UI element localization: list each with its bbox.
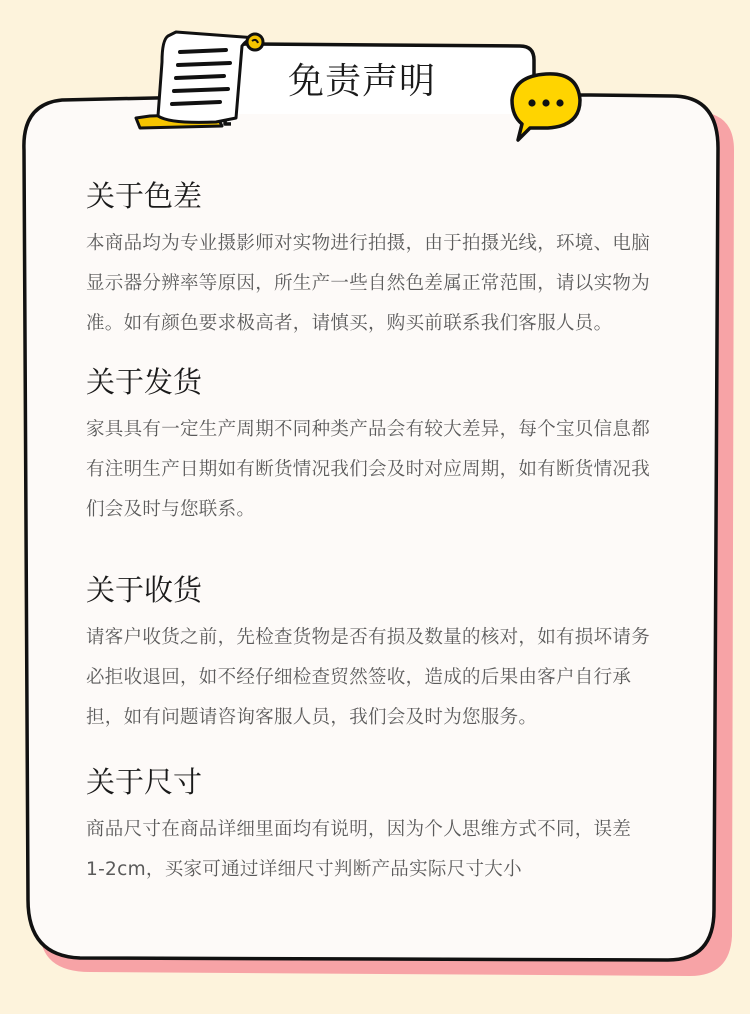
section-body-size: 商品尺寸在商品详细里面均有说明，因为个人思维方式不同，误差 1-2cm，买家可通过详细尺寸判断产品实际尺寸大小 bbox=[86, 819, 632, 880]
section-title-receiving: 关于收货 bbox=[86, 573, 203, 607]
section-shipping bbox=[86, 362, 696, 530]
section-title-color-difference: 关于色差 bbox=[86, 179, 203, 213]
section-body-receiving: 请客户收货之前，先检查货物是否有损及数量的核对，如有损坏请务 必拒收退回，如不经仔细检查贸然签收，造成的后果由客户自行承 担，如有问题请咨询客服人员，我们会及时为您服务。 bbox=[86, 627, 651, 728]
section-title-shipping: 关于发货 bbox=[86, 365, 203, 399]
section-body-shipping: 家具具有一定生产周期不同种类产品会有较大差异，每个宝贝信息都 有注明生产日期如有断货情况我们会及时对应周期，如有断货情况我 们会及时与您联系。 bbox=[86, 419, 651, 520]
page-title: 免责声明 bbox=[287, 61, 436, 102]
section-size bbox=[86, 762, 696, 890]
section-color-difference bbox=[86, 176, 696, 344]
disclaimer-content bbox=[86, 176, 696, 890]
section-receiving bbox=[86, 570, 696, 738]
section-body-color-difference: 本商品均为专业摄影师对实物进行拍摄，由于拍摄光线，环境、电脑 显示器分辨率等原因，所生产一些自然色差属正常范围，请以实物为 准。如有颜色要求极高者，请慎买，购买前联系我们客服人员。 bbox=[86, 233, 651, 334]
section-title-size: 关于尺寸 bbox=[86, 765, 203, 799]
